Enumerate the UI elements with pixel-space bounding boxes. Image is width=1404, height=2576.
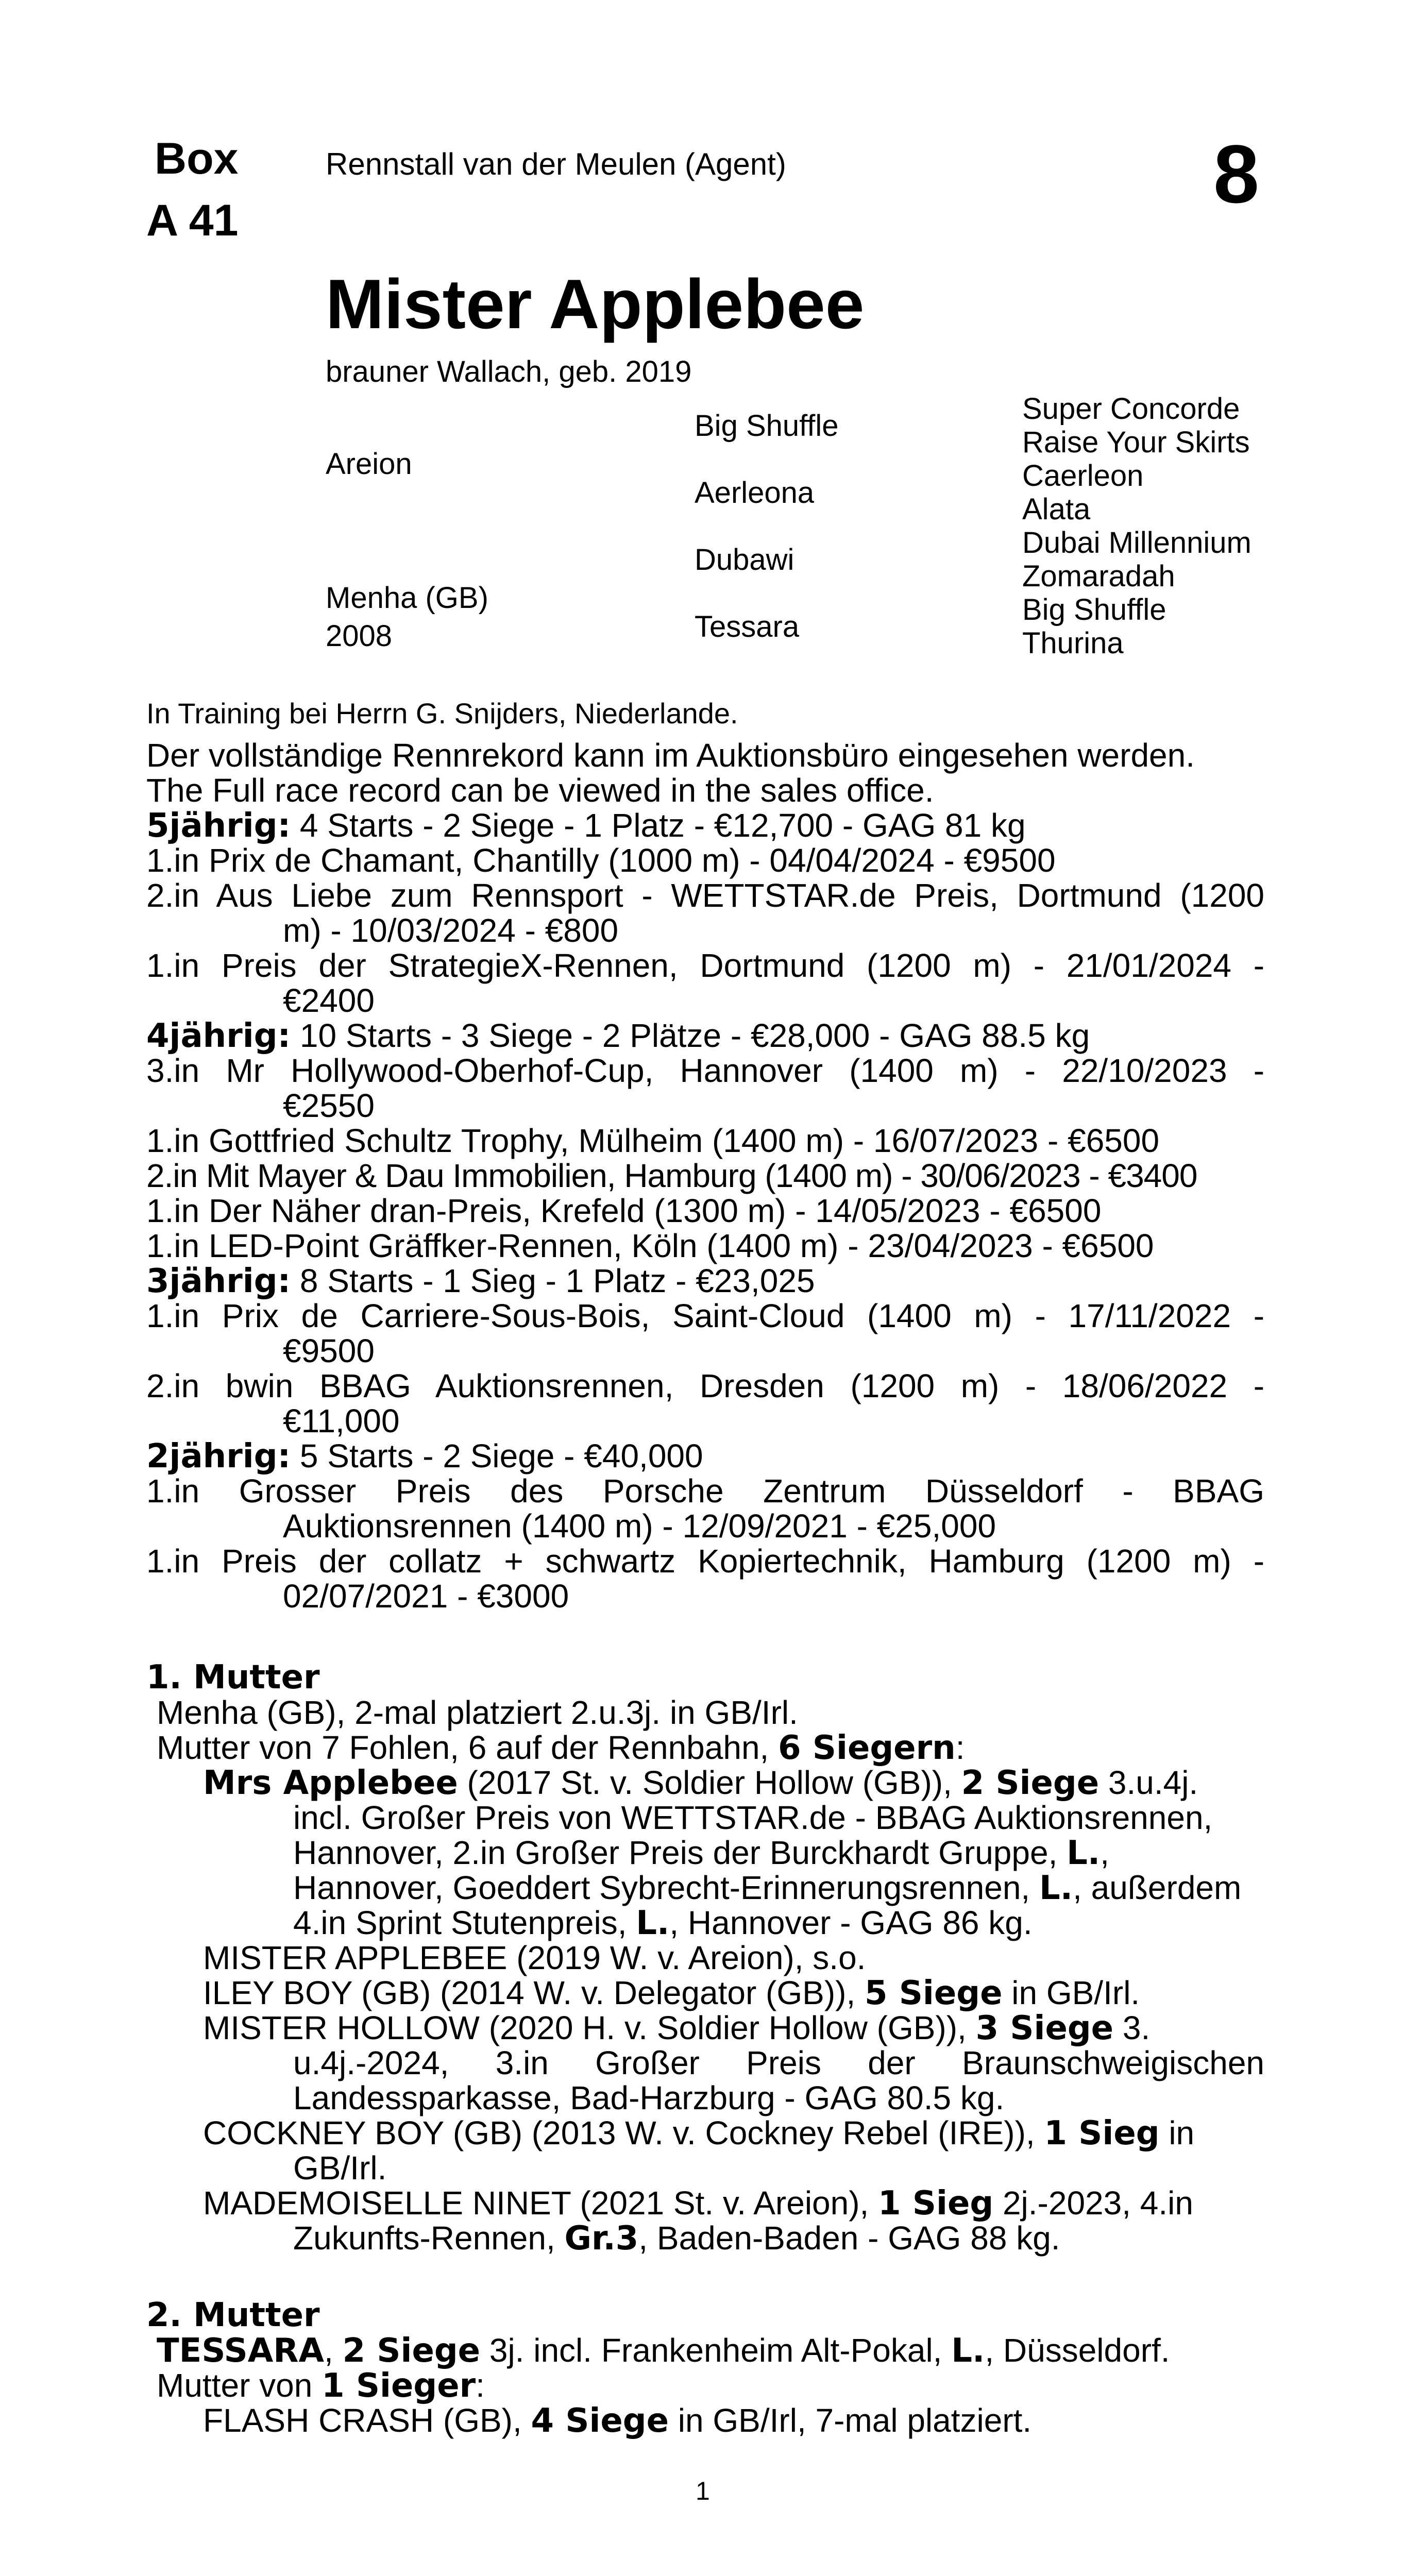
race-record [146,738,1264,1614]
first-dam-section [146,1660,1264,2256]
offspring-entry: COCKNEY BOY (GB) (2013 W. v. Cockney Rebel (IRE)), 1 Sieg in [203,2114,1195,2153]
page-number: 1 [696,2477,710,2505]
race-entry: 1.in LED-Point Gräffker-Rennen, Köln (1400 m) - 23/04/2023 - €6500 [146,1227,1154,1264]
race-entry: 1.in Der Näher dran-Preis, Krefeld (1300 m) - 14/05/2023 - €6500 [146,1192,1102,1229]
pedigree-g3: Alata [1022,493,1091,526]
race-entry-cont: €2400 [283,982,375,1019]
box-number: A 41 [146,196,239,245]
dam-record: TESSARA, 2 Siege 3j. incl. Frankenheim Alt-Pokal, L., Düsseldorf. [157,2332,1170,2370]
pedigree-g3: Big Shuffle [1022,593,1166,626]
box-label: Box [155,134,239,183]
pedigree-dam-year: 2008 [326,619,393,653]
age-summary: 2jährig: 5 Starts - 2 Siege - €40,000 [146,1437,703,1476]
horse-name: Mister Applebee [326,265,865,343]
race-entry: 1.in Preis der StrategieX-Rennen, Dortmund (1200 m) - 21/01/2024 - [146,947,1264,984]
race-entry: 2.in Mit Mayer & Dau Immobilien, Hamburg (1400 m) - 30/06/2023 - €3400 [146,1157,1197,1194]
race-entry: 2.in Aus Liebe zum Rennsport - WETTSTAR.de Preis, Dortmund (1200 [146,877,1264,914]
pedigree-g3: Raise Your Skirts [1022,426,1250,459]
seller-name: Rennstall van der Meulen (Agent) [326,147,786,181]
race-entry: 1.in Gottfried Schultz Trophy, Mülheim (1400 m) - 16/07/2023 - €6500 [146,1122,1160,1159]
offspring-entry-cont: Hannover, 2.in Großer Preis der Burckhardt Gruppe, L., [293,1834,1109,1872]
race-entry: 2.in bwin BBAG Auktionsrennen, Dresden (1200 m) - 18/06/2022 - [146,1367,1264,1404]
pedigree-g3: Zomaradah [1022,560,1175,593]
offspring-entry: Mrs Applebee (2017 St. v. Soldier Hollow (GB)), 2 Siege 3.u.4j. [203,1764,1198,1802]
offspring-entry: FLASH CRASH (GB), 4 Siege in GB/Irl, 7-mal platziert. [203,2402,1032,2440]
race-entry-cont: €11,000 [283,1402,400,1439]
race-entry: 3.in Mr Hollywood-Oberhof-Cup, Hannover (1400 m) - 22/10/2023 - [146,1052,1264,1089]
offspring-entry-cont: 4.in Sprint Stutenpreis, L., Hannover - GAG 86 kg. [293,1904,1033,1942]
offspring-entry: MISTER HOLLOW (2020 H. v. Soldier Hollow (GB)), 3 Siege 3. [203,2009,1151,2047]
section-heading: 2. Mutter [146,2296,320,2334]
pedigree-g3: Super Concorde [1022,392,1240,426]
dam-produce-summary: Mutter von 7 Fohlen, 6 auf der Rennbahn, 6 Siegern: [157,1729,965,1767]
race-entry-cont: Auktionsrennen (1400 m) - 12/09/2021 - €25,000 [283,1507,996,1545]
age-summary: 4jährig: 10 Starts - 3 Siege - 2 Plätze - €28,000 - GAG 88.5 kg [146,1017,1090,1055]
training-note: In Training bei Herrn G. Snijders, Niederlande. [146,697,738,730]
horse-description: brauner Wallach, geb. 2019 [326,355,692,388]
pedigree-sire: Areion [326,447,412,481]
pedigree-sire-dam: Aerleona [695,476,815,510]
offspring-entry-cont: u.4j.-2024, 3.in Großer Preis der Braunschweigischen [293,2044,1264,2081]
pedigree-g3: Thurina [1022,626,1124,660]
offspring-entry-cont: Zukunfts-Rennen, Gr.3, Baden-Baden - GAG 88 kg. [293,2219,1060,2258]
pedigree-dam: Menha (GB) [326,581,488,615]
record-note-de: Der vollständige Rennrekord kann im Auktionsbüro eingesehen werden. [146,737,1195,774]
dam-record: Menha (GB), 2-mal platziert 2.u.3j. in GB/Irl. [157,1694,798,1731]
race-entry-cont: 02/07/2021 - €3000 [283,1578,569,1615]
offspring-entry-cont: incl. Großer Preis von WETTSTAR.de - BBAG Auktionsrennen, [293,1799,1213,1836]
age-summary: 3jährig: 8 Starts - 1 Sieg - 1 Platz - €23,025 [146,1262,815,1300]
second-dam-section [146,2298,1264,2438]
pedigree-g3: Caerleon [1022,459,1144,493]
pedigree-dam-sire: Dubawi [695,543,794,577]
pedigree-dam-dam: Tessara [695,610,800,643]
race-entry-cont: m) - 10/03/2024 - €800 [283,912,619,949]
lot-number: 8 [1213,128,1259,220]
race-entry: 1.in Preis der collatz + schwartz Kopiertechnik, Hamburg (1200 m) - [146,1543,1264,1580]
section-heading: 1. Mutter [146,1658,320,1697]
race-entry-cont: €2550 [283,1087,375,1124]
record-note-en: The Full race record can be viewed in the sales office. [146,772,934,809]
offspring-entry: MADEMOISELLE NINET (2021 St. v. Areion), 1 Sieg 2j.-2023, 4.in [203,2184,1193,2223]
offspring-entry: ILEY BOY (GB) (2014 W. v. Delegator (GB)), 5 Siege in GB/Irl. [203,1974,1140,2012]
race-entry-cont: €9500 [283,1332,375,1369]
offspring-entry-cont: GB/Irl. [293,2149,387,2187]
pedigree-g3: Dubai Millennium [1022,526,1251,560]
race-entry: 1.in Prix de Chamant, Chantilly (1000 m) - 04/04/2024 - €9500 [146,842,1056,879]
race-entry: 1.in Prix de Carriere-Sous-Bois, Saint-Cloud (1400 m) - 17/11/2022 - [146,1297,1264,1334]
pedigree-sire-sire: Big Shuffle [695,409,839,443]
age-summary: 5jährig: 4 Starts - 2 Siege - 1 Platz - €12,700 - GAG 81 kg [146,807,1026,845]
offspring-entry-cont: Landessparkasse, Bad-Harzburg - GAG 80.5 kg. [293,2079,1005,2116]
offspring-entry-cont: Hannover, Goeddert Sybrecht-Erinnerungsrennen, L., außerdem [293,1869,1242,1907]
offspring-entry: MISTER APPLEBEE (2019 W. v. Areion), s.o. [203,1939,866,1976]
race-entry: 1.in Grosser Preis des Porsche Zentrum Düsseldorf - BBAG [146,1472,1264,1510]
dam-produce-summary: Mutter von 1 Sieger: [157,2367,485,2405]
